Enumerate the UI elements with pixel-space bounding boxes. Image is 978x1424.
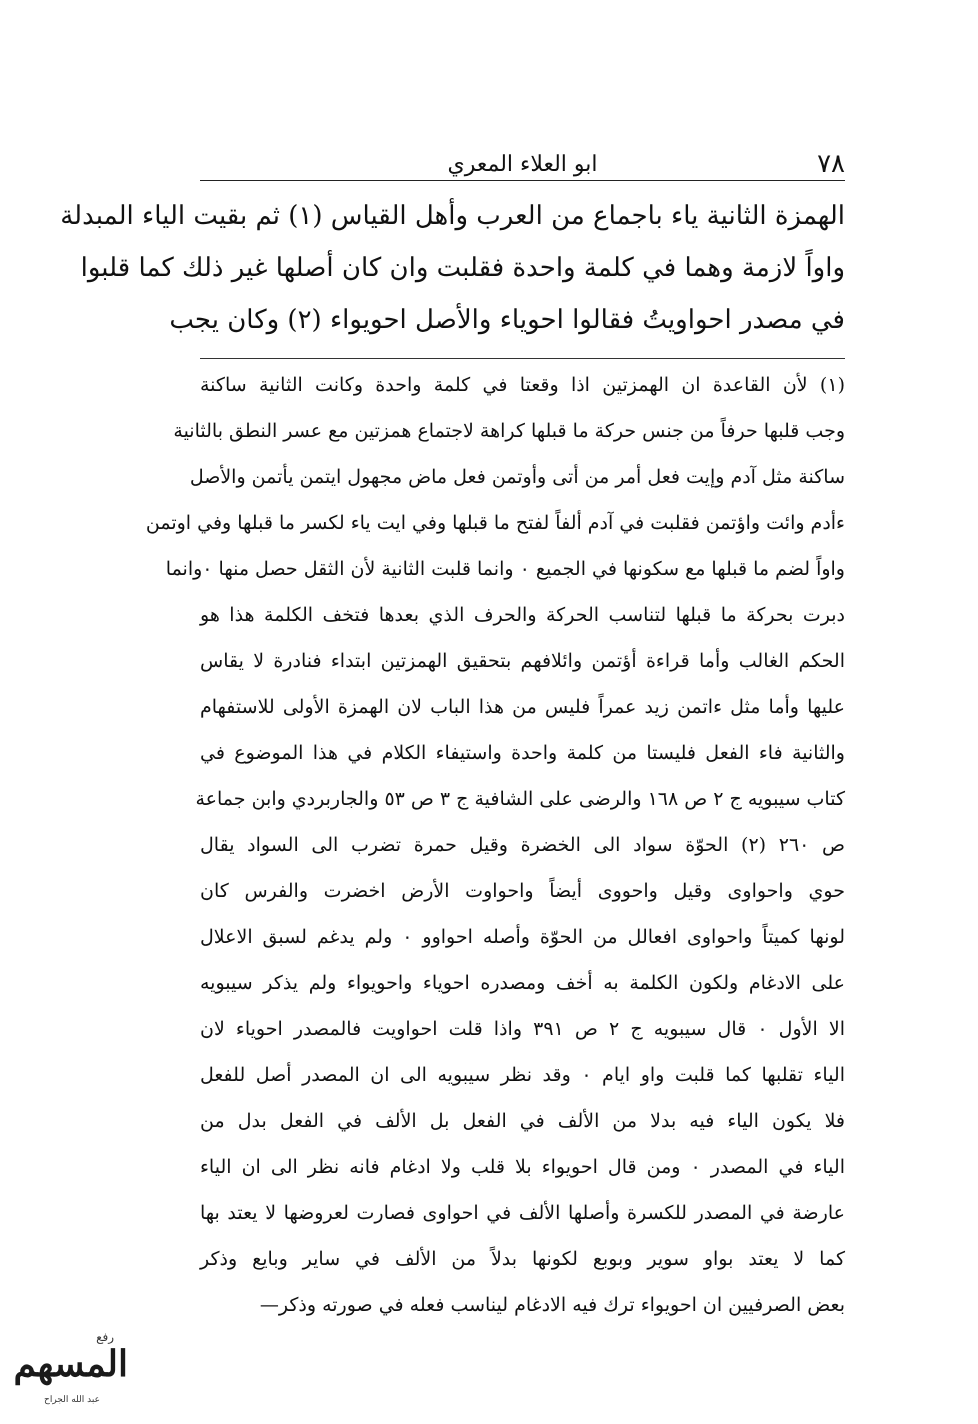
main-text	[60, 190, 845, 346]
page-header	[200, 148, 845, 180]
footnote-line: وجب قلبها حرفاً من جنس حركة ما قبلها كراهة لاجتماع همزتين مع عسر النطق بالثانية	[173, 420, 845, 442]
footnote-line: لونها كميتاً واحواوى افعالل من الحوّة وأصله احواوو ٠ ولم يدغم لسبق الاعلال	[200, 926, 846, 948]
footnote-line: فلا يكون الياء فيه بدلا من الألف في الفعل بل الألف في الفعل بدل من	[200, 1110, 845, 1132]
footnote-line: حوي واحواوى وقيل واحووى أيضاً واحواوت الأرض اخضرت والفرس كان	[200, 880, 845, 902]
footnote-line: دبرت بحركة ما قبلها لتناسب الحركة والحرف الذي بعدها فتخف الكلمة هذا هو	[200, 604, 845, 626]
footnote-separator	[200, 358, 845, 359]
main-text-line: الهمزة الثانية ياء باجماع من العرب وأهل القياس (١) ثم بقيت الياء المبدلة	[60, 201, 845, 231]
footnote-line: الحكم الغالب وأما قراءة أؤتمن وائلافهم بتحقيق الهمزتين ابتداء فنادرة لا يقاس	[200, 650, 845, 672]
footnote-line: الياء تقلبها كما قلبت واو ايام ٠ وقد نظر سيبويه الى ان المصدر أصل للفعل	[200, 1064, 845, 1086]
main-text-line: واواً لازمة وهما في كلمة واحدة فقلبت وان كان أصلها غير ذلك كما قلبوا	[80, 253, 845, 283]
footnotes	[145, 362, 846, 1328]
footnote-line: عليها وأما مثل ءاتمن زيد عمراً فليس من هذا الباب لان الهمزة الأولى للاستفهام	[200, 696, 845, 718]
footnote-line: عارضة في المصدر للكسرة وأصلها الألف في احواوى فصارت لعروضها لا يعتد بها	[200, 1202, 845, 1224]
stamp-caption: عبد الله الجراح	[44, 1395, 100, 1405]
footnote-line: بعض الصرفيين ان احويواء ترك فيه الادغام ليناسب فعله في صورته وذكر—	[259, 1294, 845, 1316]
footnote-line: واواً لضم ما قبلها مع سكونها في الجميع ٠ وانما قلبت الثانية لأن الثقل حصل منها ٠وانما	[165, 558, 845, 580]
page-number: ٧٨	[817, 149, 845, 179]
footnote-line: ص ٢٦٠ (٢) الحوّة سواد الى الخضرة وقيل حمرة تضرب الى السواد يقال	[200, 834, 845, 856]
header-rule	[200, 180, 845, 181]
footnote-line: والثانية فاء الفعل فليستا من كلمة واحدة واستيفاء الكلام في هذا الموضوع في	[200, 742, 845, 764]
library-stamp	[13, 1330, 128, 1414]
main-text-line: في مصدر احواويتُ فقالوا احوياء والأصل احويواء (٢) وكان يجب	[169, 305, 845, 335]
stamp-top-text: رفع	[96, 1330, 114, 1344]
footnote-line: على الادغام ولكون الكلمة به أخف ومصدره احوياء واحويواء ولم يذكر سيبويه	[200, 972, 845, 994]
footnote-line: كتاب سيبويه ج ٢ ص ١٦٨ والرضى على الشافية ج ٣ ص ٥٣ والجاربردي وابن جماعة	[195, 788, 845, 810]
footnote-line: كما لا يعتد بواو سوير وبوبع لكونها بدلاً من الألف في ساير وبايع وذكر	[200, 1248, 845, 1270]
footnote-line: ساكنة مثل آدم وإيت فعل أمر من أتى وأوتمن فعل ماض مجهول ايتمن يأتمن والأصل	[189, 466, 845, 488]
footnote-line: ءأدم وائت واؤتمن فقلبت في آدم ألفاً لفتح ما قبلها وفي ايت ياء لكسر ما قبلها وفي اوتمن	[145, 512, 845, 534]
footnote-line: (١) لأن القاعدة ان الهمزتين اذا وقعتا في كلمة واحدة وكانت الثانية ساكنة	[200, 374, 845, 396]
stamp-logo-text: المسهم	[13, 1343, 128, 1385]
footnote-line: الياء في المصدر ٠ ومن قال احويواء بلا قلب ولا ادغام فانه نظر الى ان الياء	[200, 1156, 845, 1178]
footnote-line: الا الأول ٠ قال سيبويه ج ٢ ص ٣٩١ واذا قلت احواويت فالمصدر احوياء لان	[200, 1018, 846, 1040]
running-title: ابو العلاء المعري	[447, 152, 598, 177]
